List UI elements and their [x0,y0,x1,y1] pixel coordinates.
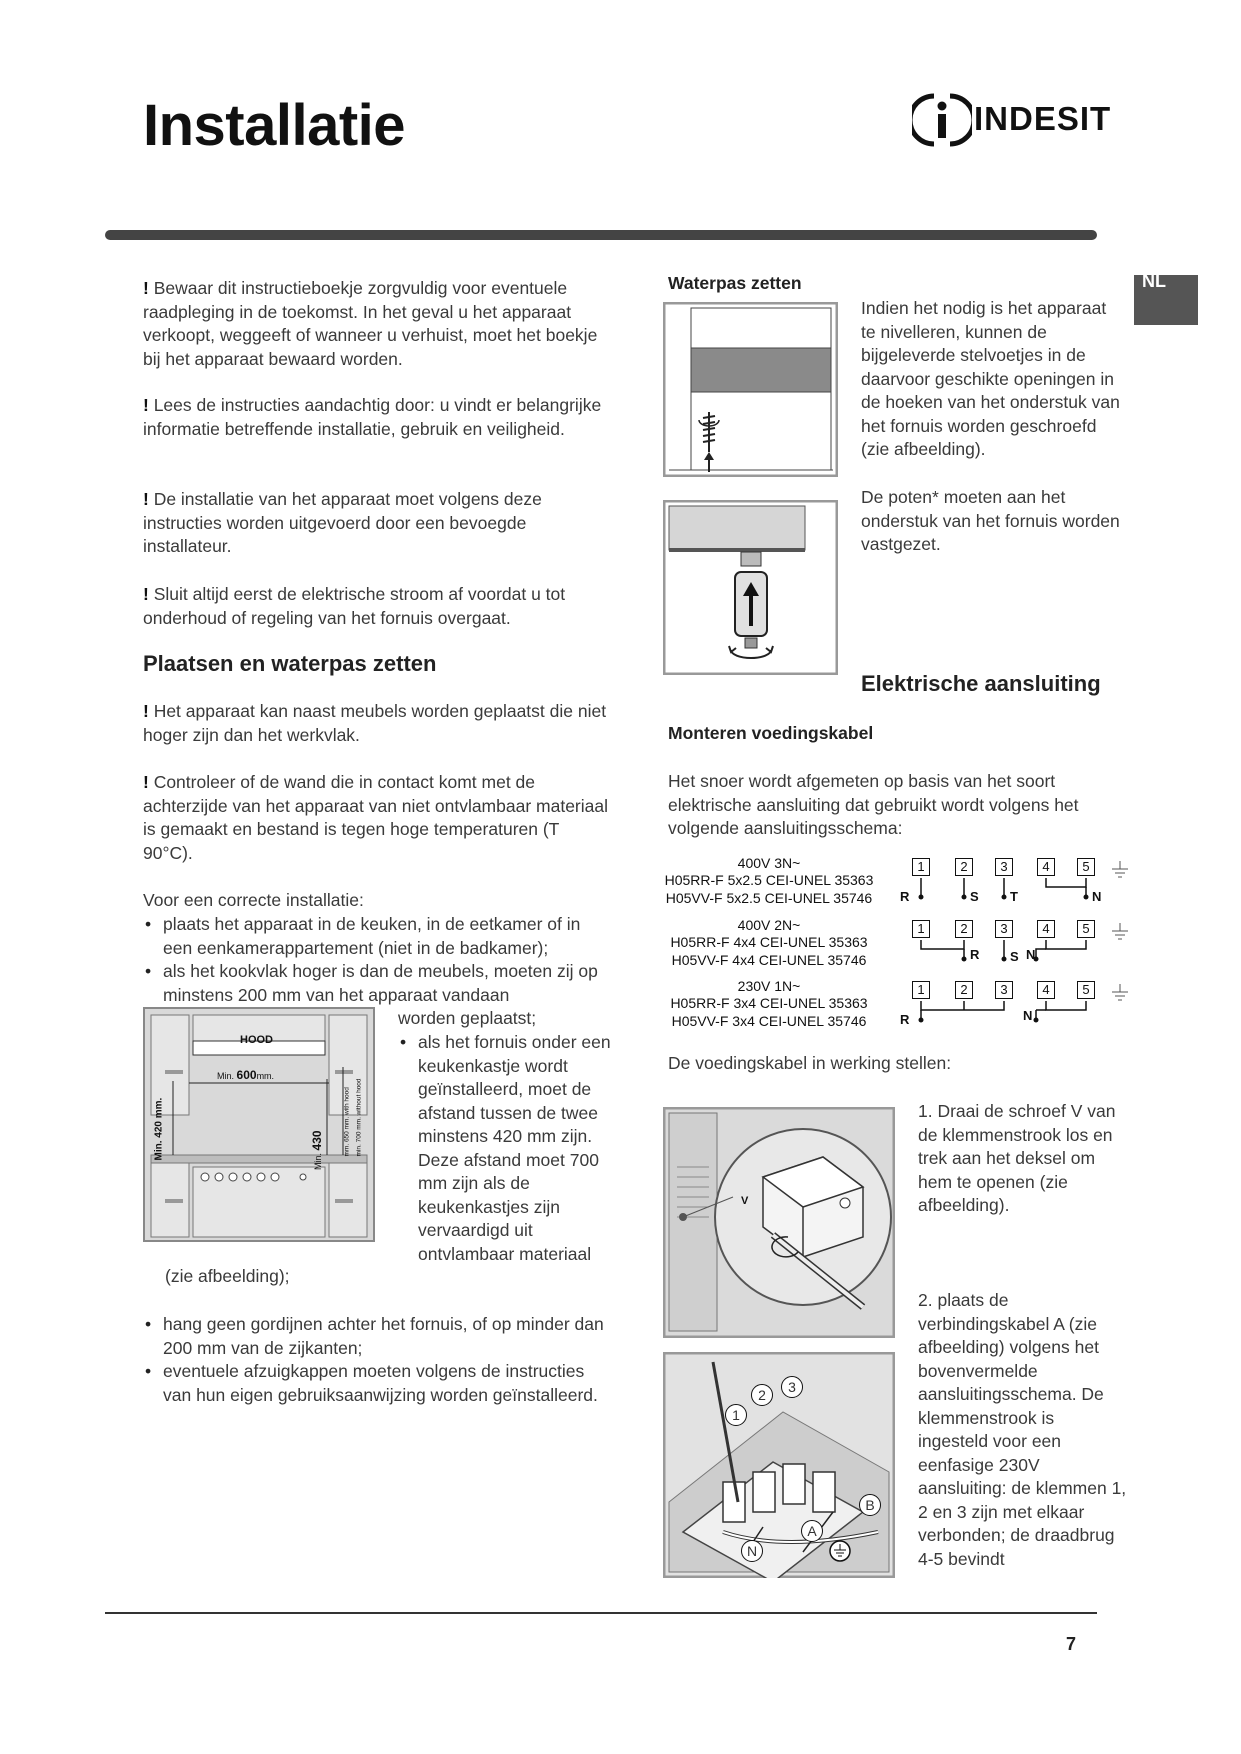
brand-name: INDESIT [974,100,1112,137]
wiring-row-2n [658,917,1098,975]
label-t: T [1010,889,1018,904]
callout-b: B [859,1494,881,1516]
list-item: • plaats het apparaat in de keuken, in de eetkamer of in een eenkamerappartement (niet in de badkamer); [143,913,608,960]
wiring-cable-1: H05RR-F 4x4 CEI-UNEL 35363 [670,934,868,950]
label-s: S [1010,949,1019,964]
wiring-cable-1: H05RR-F 5x2.5 CEI-UNEL 35363 [664,872,874,888]
header-divider [105,230,1097,240]
terminal-3: 3 [995,920,1013,938]
label-r: R [900,889,910,904]
ground-icon [1110,923,1130,941]
callout-3: 3 [781,1376,803,1398]
page-title: Installatie [143,93,406,158]
installation-list-1 [143,913,608,1007]
wiring-cable-2: H05VV-F 5x2.5 CEI-UNEL 35746 [665,890,873,906]
section-title-plaatsen: Plaatsen en waterpas zetten [143,651,437,676]
label-v: V [741,1195,749,1207]
wiring-cable-2: H05VV-F 3x4 CEI-UNEL 35746 [671,1013,867,1029]
terminal-5: 5 [1077,920,1095,938]
label-r: R [970,947,980,962]
wiring-voltage: 230V 1N~ [737,978,801,994]
language-tab: NL [1134,275,1198,325]
terminal-3: 3 [995,981,1013,999]
without-hood-label: min. 700 mm. without hood [355,1078,363,1157]
kabel-text: Het snoer wordt afgemeten op basis van het soort elektrische aansluiting dat gebruikt wordt volgens het volgende aansluitingsschema: [668,771,1079,838]
list-item: • als het fornuis onder een keukenkastje wordt geïnstalleerd, moet de afstand tussen de twee minstens 420 mm zijn. Deze afstand moet 700 mm zijn als de keukenkastjes zijn vervaardigd uit ontvlambaar materiaal [398,1031,613,1266]
ground-icon [1110,861,1130,879]
label-n: N [1026,947,1036,962]
label-n: N [1092,889,1102,904]
footer-divider [105,1612,1097,1614]
callout-a: A [801,1520,823,1542]
callout-1: 1 [725,1404,747,1426]
ground-icon [1110,984,1130,1002]
leveling-figure-2 [663,500,838,675]
terminal-1: 1 [912,858,930,876]
step-2-text: 2. plaats de verbindingskabel A (zie afbeelding) volgens het bovenvermelde aansluitingsschema. De klemmenstrook is ingesteld voor een eenfasige 230V aansluiting: de klemmen 1, 2 en 3 zijn met elkaar verbonden; de draadbrug 4-5 bevindt [918,1290,1127,1569]
step-1-text: 1. Draai de schroef V van de klemmenstrook los en trek aan het deksel om hem te openen (zie afbeelding). [918,1101,1116,1215]
wiring-cable-1: H05RR-F 3x4 CEI-UNEL 35363 [670,995,868,1011]
terminal-5: 5 [1077,981,1095,999]
terminal-2: 2 [955,981,973,999]
wiring-cable-2: H05VV-F 4x4 CEI-UNEL 35746 [671,952,867,968]
note-installer: ! De installatie van het apparaat moet volgens deze instructies worden uitgevoerd door een bevoegde installateur. [143,489,542,556]
list-item: • hang geen gordijnen achter het fornuis, of op minder dan 200 mm van de zijkanten; [143,1313,613,1360]
kabel-activate-text: De voedingskabel in werking stellen: [668,1053,952,1073]
list-item: • eventuele afzuigkappen moeten volgens de instructies van hun eigen gebruiksaanwijzing worden geïnstalleerd. [143,1360,613,1407]
note-power-off: ! Sluit altijd eerst de elektrische stroom af voordat u tot onderhoud of regeling van het fornuis overgaat. [143,584,566,628]
wiring-row-1n [658,978,1098,1036]
with-hood-label: mm. 650 mm. with hood [343,1087,351,1157]
wiring-row-3n [658,855,1102,913]
terminal-5: 5 [1077,858,1095,876]
leveling-figure-1 [663,302,838,477]
terminal-1: 1 [912,920,930,938]
page-number: 7 [1066,1634,1077,1654]
label-n: N [1023,1008,1033,1023]
wrapped-text-1: worden geplaatst; [398,1008,537,1028]
terminal-cover-figure [663,1107,895,1338]
callout-2: 2 [751,1384,773,1406]
note-keep-manual: ! Bewaar dit instructieboekje zorgvuldig voor eventuele raadpleging in de toekomst. In het geval u het apparaat verkoopt, weggeeft of wanneer u verhuist, moet het boekje bij het apparaat bewaard worden. [143,278,598,369]
installation-intro: Voor een correcte installatie: [143,890,364,910]
brand-logo [912,92,1112,148]
label-s: S [970,889,979,904]
note-furniture: ! Het apparaat kan naast meubels worden geplaatst die niet hoger zijn dan het werkvlak. [143,701,607,745]
installation-list-wrap [398,1031,613,1266]
kitchen-clearance-figure [143,1007,375,1242]
waterpas-title: Waterpas zetten [668,273,802,293]
waterpas-text-1: Indien het nodig is het apparaat te nivelleren, kunnen de bijgeleverde stelvoetjes in de daarvoor geschikte openingen in de hoeken van het onderstuk van het fornuis worden geschroefd (zie afbeelding). [861,298,1120,459]
kabel-title: Monteren voedingskabel [668,723,874,743]
waterpas-text-2: De poten* moeten aan het onderstuk van het fornuis worden vastgezet. [861,487,1120,554]
installation-list-2 [143,1313,613,1407]
terminal-2: 2 [955,858,973,876]
min-430-label: Min. 430 [310,1130,324,1170]
terminal-4: 4 [1037,920,1055,938]
wiring-voltage: 400V 3N~ [737,855,801,871]
hood-label: HOOD [240,1034,273,1046]
callout-n: N [741,1540,763,1562]
brand-i-icon [912,92,972,148]
terminal-1: 1 [912,981,930,999]
label-r: R [900,1012,910,1027]
note-read-instructions: ! Lees de instructies aandachtig door: u vindt er belangrijke informatie betreffende installatie, gebruik en veiligheid. [143,395,602,439]
terminal-wiring-figure [663,1352,895,1578]
terminal-2: 2 [955,920,973,938]
section-title-elektrisch: Elektrische aansluiting [861,671,1101,696]
min-420-label: Min. 420 mm. [153,1097,165,1161]
wiring-voltage: 400V 2N~ [737,917,801,933]
ground-icon [829,1540,851,1562]
wrapped-text-3: (zie afbeelding); [165,1266,290,1286]
min-600-label: Min. 600mm. [217,1068,275,1082]
terminal-3: 3 [995,858,1013,876]
terminal-4: 4 [1037,858,1055,876]
note-wall: ! Controleer of de wand die in contact komt met de achterzijde van het apparaat van niet ontvlambaar materiaal is gemaakt en bestand is tegen hoge temperaturen (T 90°C). [143,772,608,863]
terminal-4: 4 [1037,981,1055,999]
list-item: • als het kookvlak hoger is dan de meubels, moeten zij op minstens 200 mm van het apparaat vandaan [143,960,608,1007]
